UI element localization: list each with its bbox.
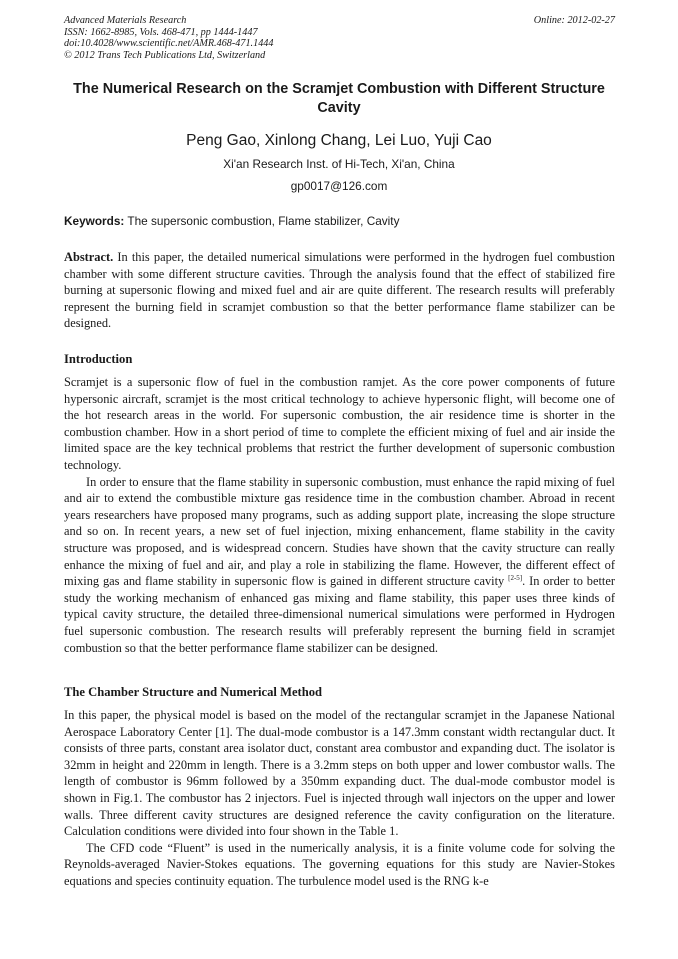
introduction-heading: Introduction (64, 352, 133, 366)
chamber-paragraph-1: In this paper, the physical model is based on the model of the rectangular scramjet in the Japanese National Aerospace Laboratory Center [1]. The dual-mode combustor is a 147.3mm constant width rectangular duct. It consists of three parts, constant area isolator duct, constant area combustor and expanding duct. The isolator is 32mm in height and 220mm in length. There is a 3.2mm steps on both upper and lower combustor walls. The length of combustor is 96mm followed by a 350mm expanding duct. The dual-mode combustor model is shown in Fig.1. The combustor has 2 injectors. Fuel is injected through wall injectors on the upper and lower walls. Three different cavity structures are designed reference the cavity configuration on the literature. Calculation conditions were divided into four shown in the Table 1. (64, 708, 615, 839)
intro-paragraph-1: Scramjet is a supersonic flow of fuel in the combustion ramjet. As the core power components of future hypersonic aircraft, scramjet is the most critical technology to achieve hypersonic flight, will become one of the hot research areas in the world. For supersonic combustion, the air residence time is shorter in the combustion chamber. How in a short period of time to complete the efficient mixing of fuel and air inside the limited space are the key technical problems that restrict the further development of supersonic combustion technology. (64, 375, 615, 472)
intro-paragraph-2: In order to ensure that the flame stability in supersonic combustion, must enhance the rapid mixing of fuel and air to extend the combustible mixture gas residence time in the combustion chamber. Abroad in recent years researchers have proposed many programs, such as adding support plate, increasing the slope structure and so on. In recent years, a new set of fuel injection, mixing enhancement, flame stability in the cavity structure was proposed, and is widespread concern. Studies have shown that the cavity structure can really enhance the mixing of fuel and air, and play a role in stabilizing the flame. However, the different effect of mixing gas and flame stability in supersonic flow is gained in different structure cavity [2-5]. In order to better study the working mechanism of enhanced gas mixing and flame stability, this paper uses three kinds of typical cavity structure, the detailed three-dimensional numerical simulations were performed in Hydrogen fuel supersonic combustion. The research results will preferably represent the burning field in scramjet combustion so that the better performance flame stabilizer can be designed. (64, 474, 616, 655)
chamber-body (64, 707, 615, 890)
affiliation: Xi'an Research Inst. of Hi-Tech, Xi'an, China (223, 157, 455, 171)
chamber-paragraph-2: The CFD code “Fluent” is used in the numerically analysis, it is a finite volume code for solving the Reynolds-averaged Navier-Stokes equations. The governing equations for this study are Navier-Stokes equations and species continuity equation. The turbulence model used is the RNG k-e (64, 840, 615, 888)
abstract (64, 249, 615, 332)
introduction-body (64, 374, 615, 656)
doi-line: doi:10.4028/www.scientific.net/AMR.468-471.1444 (64, 38, 274, 50)
chamber-heading: The Chamber Structure and Numerical Method (64, 685, 323, 699)
issn-line: ISSN: 1662-8985, Vols. 468-471, pp 1444-1447 (64, 26, 258, 38)
copyright-line: © 2012 Trans Tech Publications Ltd, Switzerland (64, 49, 266, 61)
keywords-label: Keywords: (64, 214, 125, 228)
abstract-label: Abstract. (64, 250, 114, 264)
paper-title: The Numerical Research on the Scramjet Combustion with Different Structure Cavity (73, 81, 605, 116)
online-date: Online: 2012-02-27 (533, 15, 615, 26)
keywords (64, 214, 615, 228)
citation-ref: [2-5] (508, 574, 523, 583)
authors: Peng Gao, Xinlong Chang, Lei Luo, Yuji Cao (186, 132, 492, 149)
keywords-text: The supersonic combustion, Flame stabilizer, Cavity (124, 214, 400, 228)
author-email: gp0017@126.com (290, 179, 388, 193)
abstract-text: In this paper, the detailed numerical simulations were performed in the hydrogen fuel combustion chamber with some different structure cavities. Through the analysis found that the effect of stabilized fire burning at supersonic flowing and mixed fuel and air are quite different. The research results will preferably represent the burning field in scramjet combustion so that the better performance flame stabilizer can be designed. (64, 250, 615, 331)
journal-name: Advanced Materials Research (64, 15, 187, 26)
journal-header (64, 15, 615, 61)
